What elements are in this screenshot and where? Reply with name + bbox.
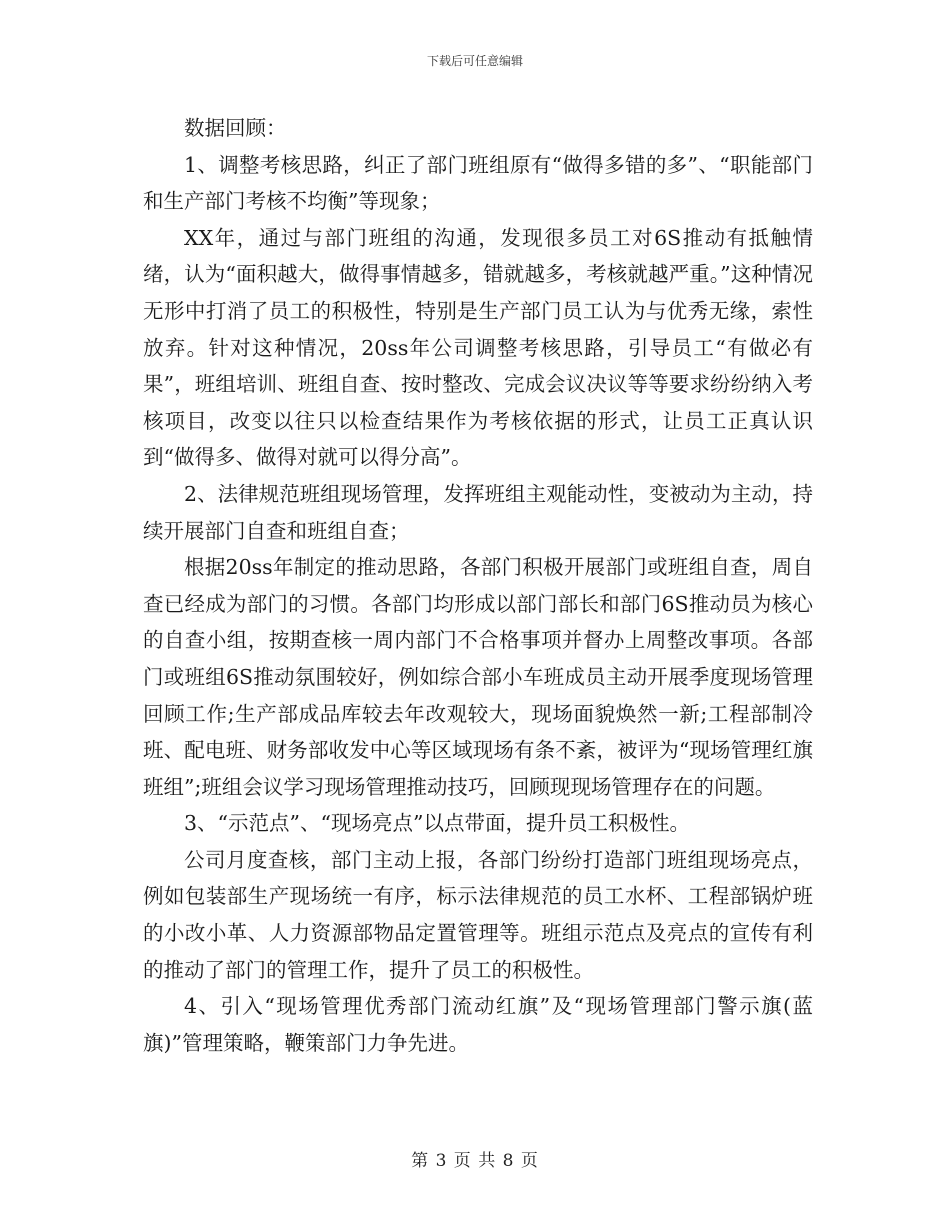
paragraph: 根据20ss年制定的推动思路，各部门积极开展部门或班组自查，周自查已经成为部门的习惯。各部门均形成以部门部长和部门6S推动员为核心的自查小组，按期查核一周内部门不合格事项并督办上周整改事项。各部门或班组6S推动氛围较好，例如综合部小车班成员主动开展季度现场管理回顾工作;生产部成品库较去年改观较大，现场面貌焕然一新;工程部制冷班、配电班、财务部收发中心等区域现场有条不紊，被评为“现场管理红旗班组”;班组会议学习现场管理推动技巧，回顾现现场管理存在的问题。 [143,555,813,799]
paragraph: 2、法律规范班组现场管理，发挥班组主观能动性，变被动为主动，持续开展部门自查和班组自查； [143,481,813,543]
paragraph: 3、“示范点”、“现场亮点”以点带面，提升员工积极性。 [184,811,690,836]
paragraph: 4、引入“现场管理优秀部门流动红旗”及“现场管理部门警示旗(蓝旗)”管理策略，鞭策部门力争先进。 [143,994,813,1055]
page-header-note: 下载后可任意编辑 [426,54,523,68]
page-number: 第 3 页 共 8 页 [411,1151,539,1171]
section-heading: 数据回顾： [184,116,287,140]
document-body [143,110,813,1061]
paragraph: 公司月度查核，部门主动上报，各部门纷纷打造部门班组现场亮点，例如包装部生产现场统一有序，标示法律规范的员工水杯、工程部锅炉班的小改小革、人力资源部物品定置管理等。班组示范点及亮点的宣传有利的推动了部门的管理工作，提升了员工的积极性。 [143,847,813,982]
paragraph: 1、调整考核思路，纠正了部门班组原有“做得多错的多”、“职能部门和生产部门考核不均衡”等现象； [143,152,813,214]
paragraph: XX年，通过与部门班组的沟通，发现很多员工对6S推动有抵触情绪，认为“面积越大，做得事情越多，错就越多，考核就越严重。”这种情况无形中打消了员工的积极性，特别是生产部门员工认为与优秀无缘，索性放弃。针对这种情况，20ss年公司调整考核思路，引导员工“有做必有果”，班组培训、班组自查、按时整改、完成会议决议等等要求纷纷纳入考核项目，改变以往只以检查结果作为考核依据的形式，让员工正真认识到“做得多、做得对就可以得分高”。 [143,225,813,470]
